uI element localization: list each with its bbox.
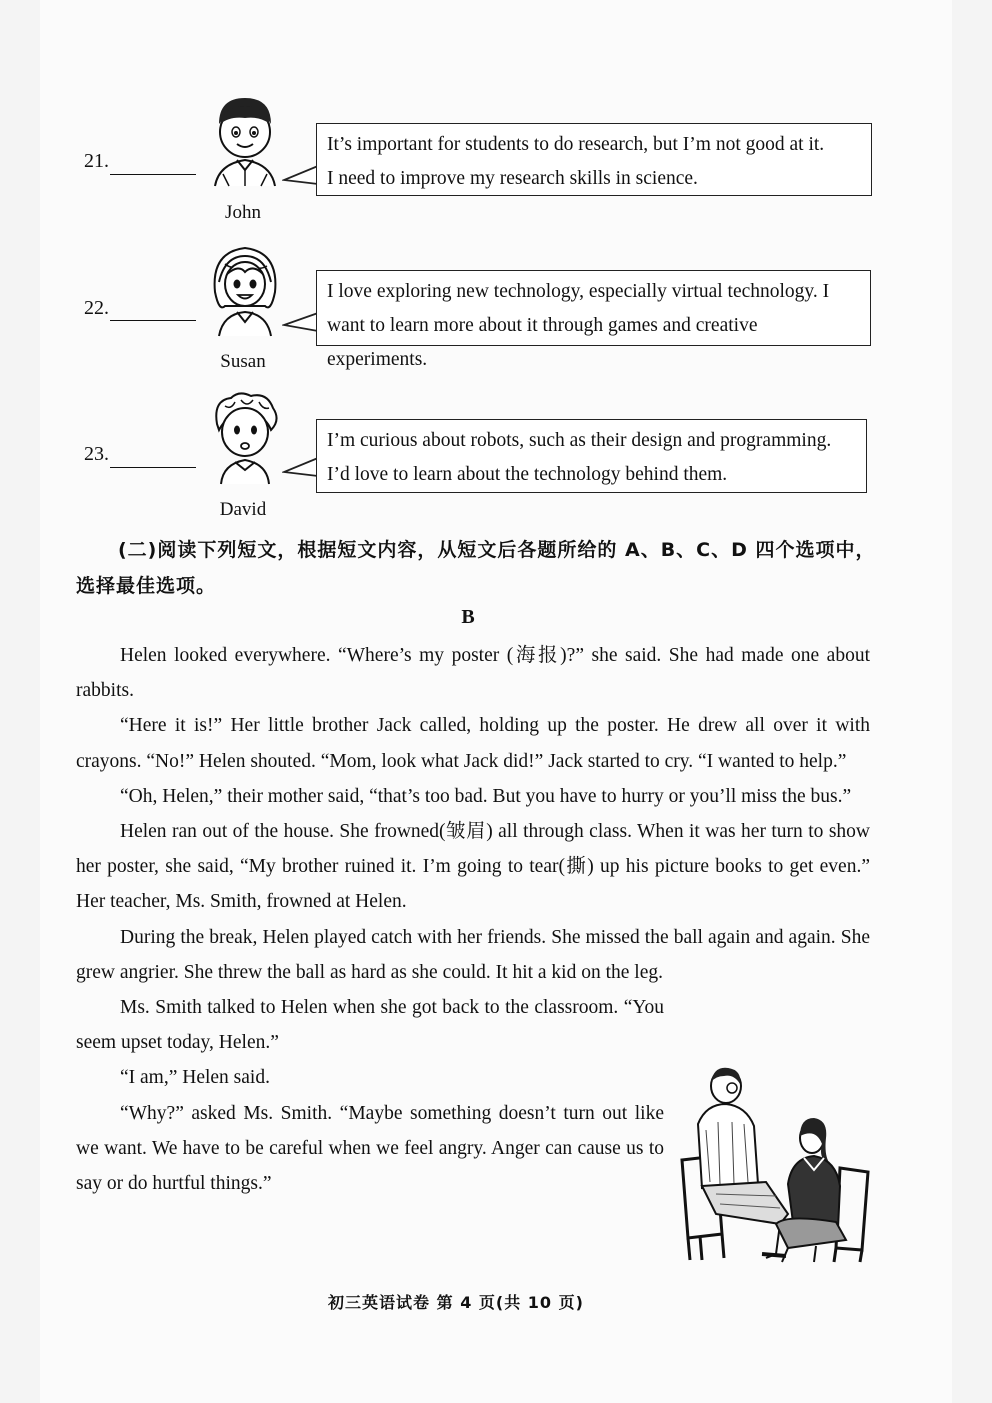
passage-paragraph: “I am,” Helen said.	[120, 1067, 270, 1089]
character-name: David	[219, 499, 267, 520]
speech-tail-icon	[282, 164, 318, 188]
speech-line: I’d love to learn about the technology behind them.	[327, 464, 728, 485]
question-number: 23.	[84, 443, 109, 465]
girl-susan-avatar-icon	[205, 242, 285, 338]
passage-paragraph: Helen ran out of the house. She frowned(皱眉) all through class. When it was her turn to show her poster, she said, “My brother ruined it. I’m going to tear(撕) up his picture books to get even.” Her teacher, Ms. Smith, frowned at Helen.	[76, 821, 870, 913]
speech-tail-icon	[282, 311, 318, 335]
question-number: 22.	[84, 297, 109, 319]
speech-line: want to learn more about it through games and creative experiments.	[327, 315, 758, 370]
speech-bubble	[316, 123, 872, 196]
speech-bubble	[316, 270, 871, 370]
character-name: John	[225, 202, 261, 223]
speech-line: I love exploring new technology, especially virtual technology. I	[327, 281, 830, 302]
passage-paragraph: During the break, Helen played catch with her friends. She missed the ball again and again. She grew angrier. She threw the ball as hard as she could. It hit a kid on the leg.	[76, 926, 870, 983]
passage-paragraph: “Here it is!” Her little brother Jack called, holding up the poster. He drew all over it with crayons. “No!” Helen shouted. “Mom, look what Jack did!” Jack started to cry. “I wanted to help.”	[76, 715, 870, 772]
speech-line: I need to improve my research skills in science.	[327, 168, 698, 189]
boy-john-avatar-icon	[205, 94, 285, 190]
passage-paragraph: “Why?” asked Ms. Smith. “Maybe something doesn’t turn out like we want. We have to be careful when we feel angry. Anger can cause us to say or do hurtful things.”	[76, 1102, 664, 1195]
answer-blank[interactable]	[110, 174, 196, 175]
passage-label: B	[461, 606, 475, 628]
speech-bubble	[316, 419, 867, 493]
passage-paragraph: Helen looked everywhere. “Where’s my poster (海报)?” she said. She had made one about rabbits.	[76, 645, 870, 702]
question-number: 21.	[84, 150, 109, 172]
speech-tail-icon	[282, 456, 318, 480]
answer-blank[interactable]	[110, 320, 196, 321]
character-name: Susan	[220, 351, 266, 372]
boy-david-avatar-icon	[205, 390, 285, 486]
speech-line: I’m curious about robots, such as their design and programming.	[327, 430, 832, 451]
speech-line: It’s important for students to do research, but I’m not good at it.	[327, 134, 825, 155]
passage-paragraph: Ms. Smith talked to Helen when she got back to the classroom. “You seem upset today, Helen.”	[76, 997, 664, 1054]
passage-paragraph: “Oh, Helen,” their mother said, “that’s too bad. But you have to hurry or you’ll miss the bus.”	[120, 785, 852, 807]
teacher-student-illustration	[676, 1064, 872, 1264]
section-instruction: (二)阅读下列短文，根据短文内容，从短文后各题所给的 A、B、C、D 四个选项中，选择最佳选项。	[76, 539, 876, 597]
answer-blank[interactable]	[110, 467, 196, 468]
page-footer: 初三英语试卷 第 4 页(共 10 页)	[328, 1293, 584, 1312]
